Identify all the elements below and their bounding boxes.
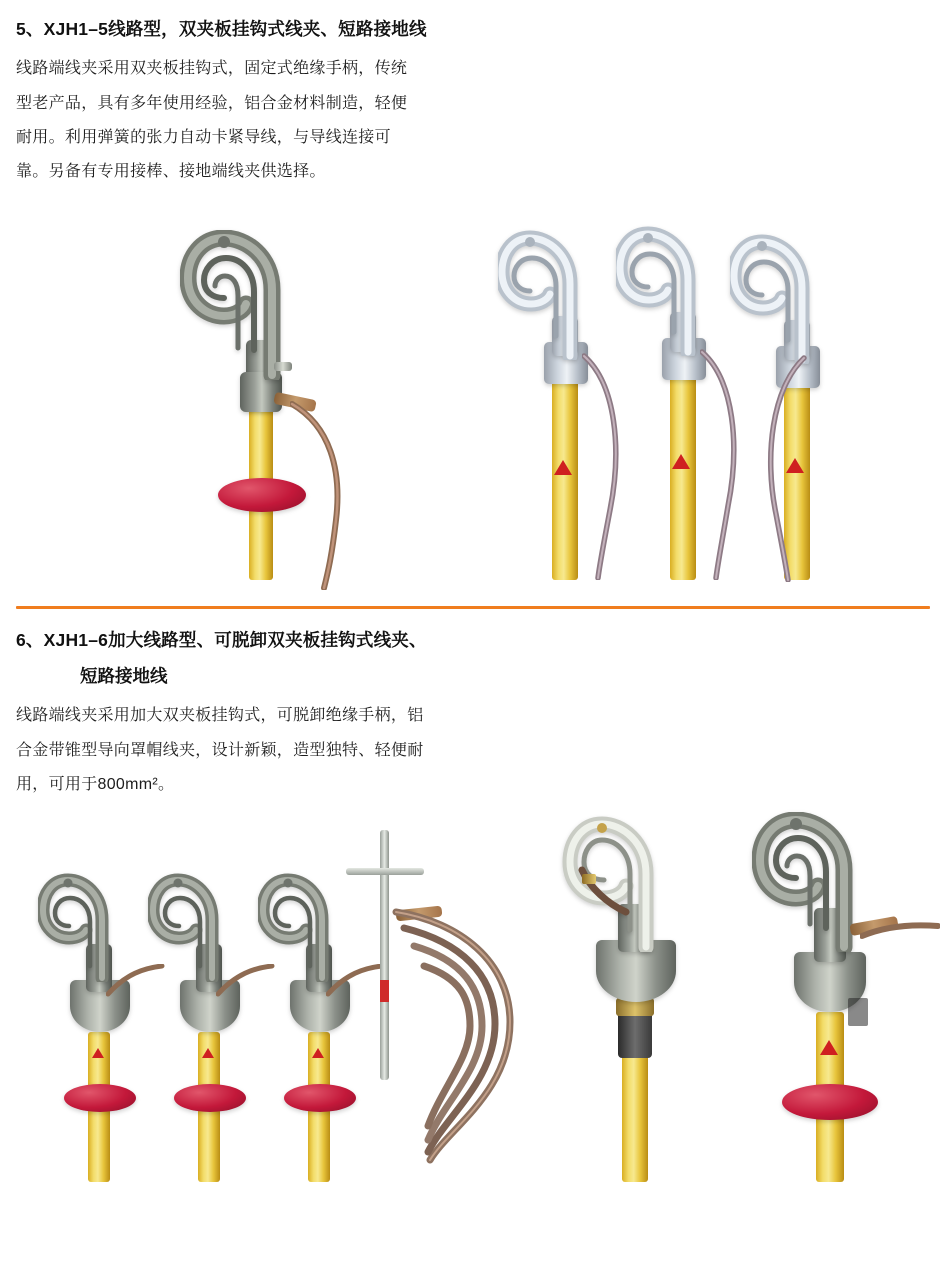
section-5-line-2: 型老产品，具有多年使用经验，铝合金材料制造，轻便 [16, 94, 408, 112]
insulating-pole [622, 1052, 648, 1182]
section-5-line-1: 线路端线夹采用双夹板挂钩式，固定式绝缘手柄，传统 [16, 60, 408, 78]
warning-triangle [202, 1048, 214, 1058]
double-plate-hook [498, 230, 618, 360]
ground-rod-and-cable-coil [340, 822, 510, 1172]
section-6-line-3: 用，可用于800mm²。 [16, 776, 175, 794]
section-5-figure [0, 190, 946, 580]
product-label [848, 998, 868, 1026]
section-5-line-4: 靠。另备有专用接棒、接地端线夹供选择。 [16, 163, 326, 181]
coiled-ground-cable [390, 902, 540, 1182]
section-6-figure [0, 802, 946, 1182]
warning-triangle [672, 454, 690, 469]
white-hook-clamp-set-three [490, 220, 850, 580]
section-6-line-2: 合金带锥型导向罩帽线夹，设计新颖，造型独特、轻便耐 [16, 741, 424, 759]
large-gray-hook-clamp-on-pole [740, 812, 940, 1182]
white-clamp-unit [490, 230, 620, 580]
section-6-line-1: 线路端线夹采用加大双夹板挂钩式，可脱卸绝缘手柄，铝 [16, 707, 424, 725]
warning-triangle [554, 460, 572, 475]
ground-rod-crossbar [346, 868, 424, 875]
rod-red-marker [380, 980, 389, 1002]
ground-cable [290, 400, 380, 590]
red-rain-shield [174, 1084, 246, 1112]
double-plate-hook [180, 230, 340, 380]
section-5 [0, 0, 946, 190]
section-6 [0, 609, 946, 803]
insulating-pole [670, 376, 696, 580]
section-6-title-continued: 短路接地线 [80, 666, 168, 687]
section-5-body [16, 52, 930, 190]
ground-cable [860, 922, 940, 982]
pivot-bolt [274, 362, 292, 371]
warning-triangle [820, 1040, 838, 1055]
section-6-body [16, 699, 930, 802]
section-5-line-3: 耐用。利用弹簧的张力自动卡紧导线，与导线连接可 [16, 129, 391, 147]
side-bolt [582, 874, 596, 884]
section-5-title: 5、XJH1–5线路型，双夹板挂钩式线夹、短路接地线 [16, 19, 427, 39]
warning-triangle [92, 1048, 104, 1058]
detachable-clamp-head-closeup [560, 812, 720, 1182]
ground-cable [742, 352, 822, 582]
white-clamp-unit [608, 226, 738, 580]
white-clamp-unit [722, 234, 852, 580]
warning-triangle [312, 1048, 324, 1058]
red-rain-shield [64, 1084, 136, 1112]
section-6-title: 6、XJH1–6加大线路型、可脱卸双夹板挂钩式线夹、 [16, 629, 427, 650]
gray-hook-clamp-on-yellow-pole [170, 230, 370, 580]
three-clamp-poles-with-cable-coil [30, 812, 500, 1182]
detachable-connector [618, 1012, 652, 1058]
double-plate-hook [616, 226, 736, 356]
double-plate-hook [730, 234, 850, 364]
insulating-pole [552, 380, 578, 580]
red-rain-shield [782, 1084, 878, 1120]
